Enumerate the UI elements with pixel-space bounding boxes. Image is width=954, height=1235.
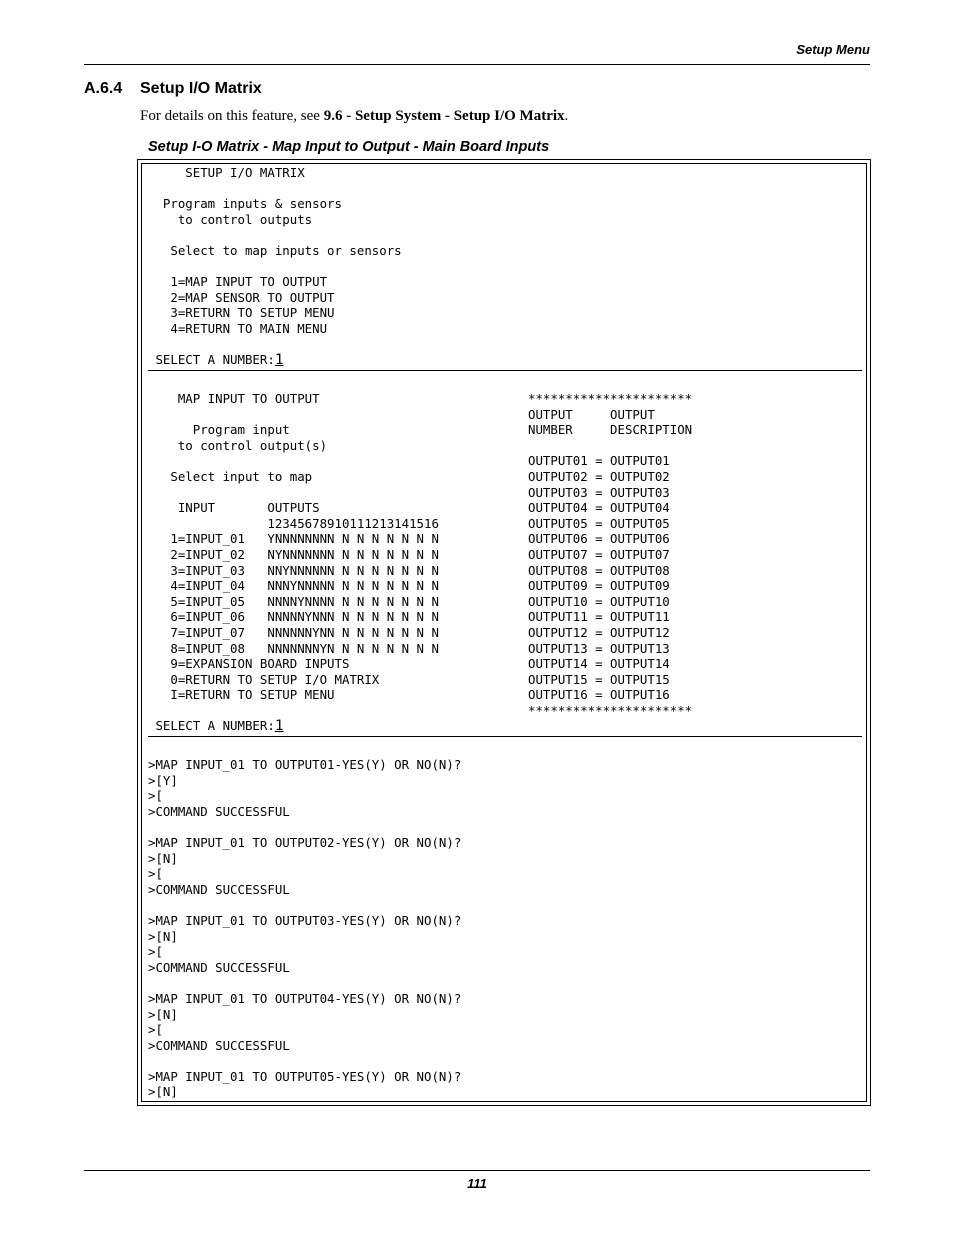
menu-screen [148, 165, 402, 369]
running-header: Setup Menu [796, 42, 870, 57]
menu-selection: 1 [274, 352, 284, 369]
map-screen-left [148, 391, 439, 735]
map-screen-text: MAP INPUT TO OUTPUT Program input to control output(s) Select input to map INPUT OUTPUTS 12345678910111213141516 1=INPUT_01 YNNNNNNNN N N N N N N N 2=INPUT_02 NYNNNNNNN N N N N N N N 3=INPUT_03 NNYNNNNNN N N N N N N N 4=INPUT_04 NNNYNNNNN N N N N N N N 5=INPUT_05 NNNNYNNNN N N N N N N N 6=INPUT_06 NNNNNYNNN N N N N N N N 7=INPUT_07 NNNNNNYNN N N N N N N N 8=INPUT_08 NNNNNNNYN N N N N N N N 9=EXPANSION BOARD INPUTS 0=RETURN TO SETUP I/O MATRIX I=RETURN TO SETUP MENU SELECT A NUMBER: [155, 391, 439, 734]
intro-suffix: . [564, 108, 569, 124]
screen-divider-2 [148, 736, 862, 737]
section-number: A.6.4 [84, 80, 123, 97]
section-heading [84, 80, 262, 98]
intro-reference: 9.6 - Setup System - Setup I/O Matrix [323, 108, 565, 124]
page-number: 111 [467, 1176, 487, 1191]
screen-divider-1 [148, 370, 862, 371]
map-selection: 1 [274, 718, 284, 735]
intro-paragraph [140, 108, 568, 125]
output-description-table: ********************** OUTPUT OUTPUT NUMBER DESCRIPTION OUTPUT01 = OUTPUT01 OUTPUT02 = OUTPUT02 OUTPUT03 = OUTPUT03 OUTPUT04 = OUTPUT04 OUTPUT05 = OUTPUT05 OUTPUT06 = OUTPUT06 OUTPUT07 = OUTPUT07 OUTPUT08 = OUTPUT08 OUTPUT09 = OUTPUT09 OUTPUT10 = OUTPUT10 OUTPUT11 = OUTPUT11 OUTPUT12 = OUTPUT12 OUTPUT13 = OUTPUT13 OUTPUT14 = OUTPUT14 OUTPUT15 = OUTPUT15 OUTPUT16 = OUTPUT16 ********************** [528, 391, 693, 718]
section-title: Setup I/O Matrix [140, 80, 262, 97]
header-rule [84, 64, 870, 65]
footer-rule [84, 1170, 870, 1171]
menu-screen-text: SETUP I/O MATRIX Program inputs & sensors to control outputs Select to map inputs or sensors 1=MAP INPUT TO OUTPUT 2=MAP SENSOR TO OUTPUT 3=RETURN TO SETUP MENU 4=RETURN TO MAIN MENU SELECT A NUMBER: [155, 165, 402, 368]
figure-caption: Setup I-O Matrix - Map Input to Output - Main Board Inputs [148, 139, 550, 155]
intro-prefix: For details on this feature, see [140, 108, 324, 124]
command-log: >MAP INPUT_01 TO OUTPUT01-YES(Y) OR NO(N)? >[Y] >[ >COMMAND SUCCESSFUL >MAP INPUT_01 TO OUTPUT02-YES(Y) OR NO(N)? >[N] >[ >COMMAND SUCCESSFUL >MAP INPUT_01 TO OUTPUT03-YES(Y) OR NO(N)? >[N] >[ >COMMAND SUCCESSFUL >MAP INPUT_01 TO OUTPUT04-YES(Y) OR NO(N)? >[N] >[ >COMMAND SUCCESSFUL >MAP INPUT_01 TO OUTPUT05-YES(Y) OR NO(N)? >[N] [148, 757, 462, 1100]
